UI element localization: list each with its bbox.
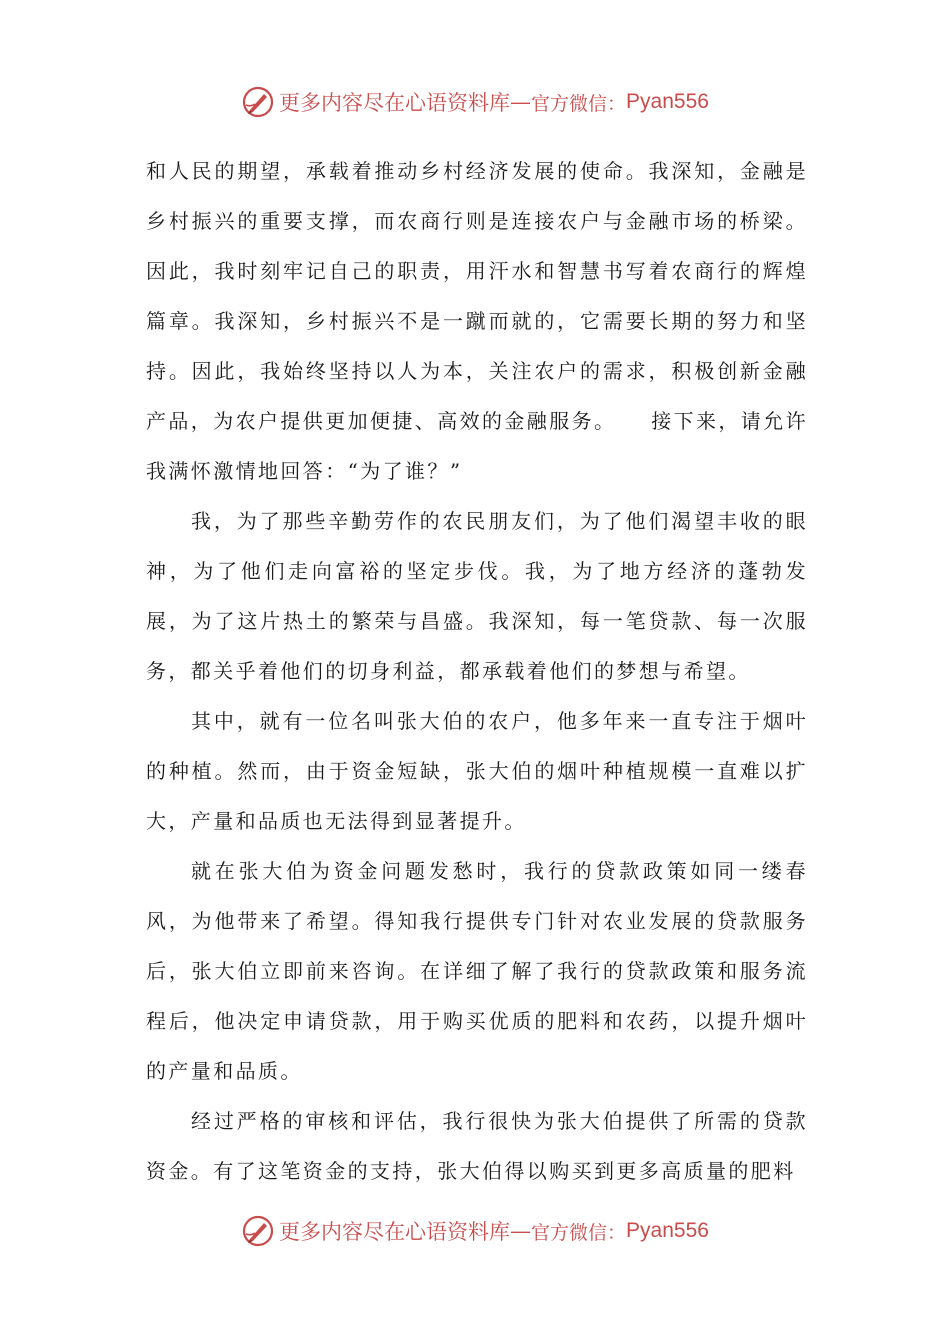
watermark-official-label: 官方微信： [531, 1221, 627, 1244]
footer-watermark [0, 1211, 950, 1251]
watermark-dash: — [510, 1219, 532, 1243]
pen-logo-icon [241, 1214, 275, 1248]
watermark-wechat-id: Pyan556 [626, 90, 709, 113]
paragraph-2: 我，为了那些辛勤劳作的农民朋友们，为了他们渴望丰收的眼神，为了他们走向富裕的坚定步伐。我，为了地方经济的蓬勃发展，为了这片热土的繁荣与昌盛。我深知，每一笔贷款、每一次服务，都关乎着他们的切身利益，都承载着他们的梦想与希望。 [146, 509, 808, 683]
watermark-wechat-id: Pyan556 [626, 1219, 709, 1242]
paragraph-4: 就在张大伯为资金问题发愁时，我行的贷款政策如同一缕春风，为他带来了希望。得知我行提供专门针对农业发展的贷款服务后，张大伯立即前来咨询。在详细了解了我行的贷款政策和服务流程后，他决定申请贷款，用于购买优质的肥料和农药，以提升烟叶的产量和品质。 [146, 859, 808, 1083]
header-watermark [0, 82, 950, 122]
paragraph-3: 其中，就有一位名叫张大伯的农户，他多年来一直专注于烟叶的种植。然而，由于资金短缺，张大伯的烟叶种植规模一直难以扩大，产量和品质也无法得到显著提升。 [146, 709, 808, 833]
document-body [146, 146, 808, 1196]
paragraph-5: 经过严格的审核和评估，我行很快为张大伯提供了所需的贷款资金。有了这笔资金的支持，张大伯得以购买到更多高质量的肥料 [146, 1109, 808, 1183]
pen-logo-icon [241, 85, 275, 119]
watermark-text: 更多内容尽在心语资料库 [279, 1220, 511, 1244]
watermark-text: 更多内容尽在心语资料库 [279, 91, 511, 115]
watermark-official-label: 官方微信： [531, 92, 627, 115]
paragraph-1: 和人民的期望，承载着推动乡村经济发展的使命。我深知，金融是乡村振兴的重要支撑，而农商行则是连接农户与金融市场的桥梁。因此，我时刻牢记自己的职责，用汗水和智慧书写着农商行的辉煌篇章。我深知，乡村振兴不是一蹴而就的，它需要长期的努力和坚持。因此，我始终坚持以人为本，关注农户的需求，积极创新金融产品，为农户提供更加便捷、高效的金融服务。 接下来，请允许我满怀激情地回答：“为了谁？” [146, 159, 808, 483]
watermark-dash: — [510, 90, 532, 114]
